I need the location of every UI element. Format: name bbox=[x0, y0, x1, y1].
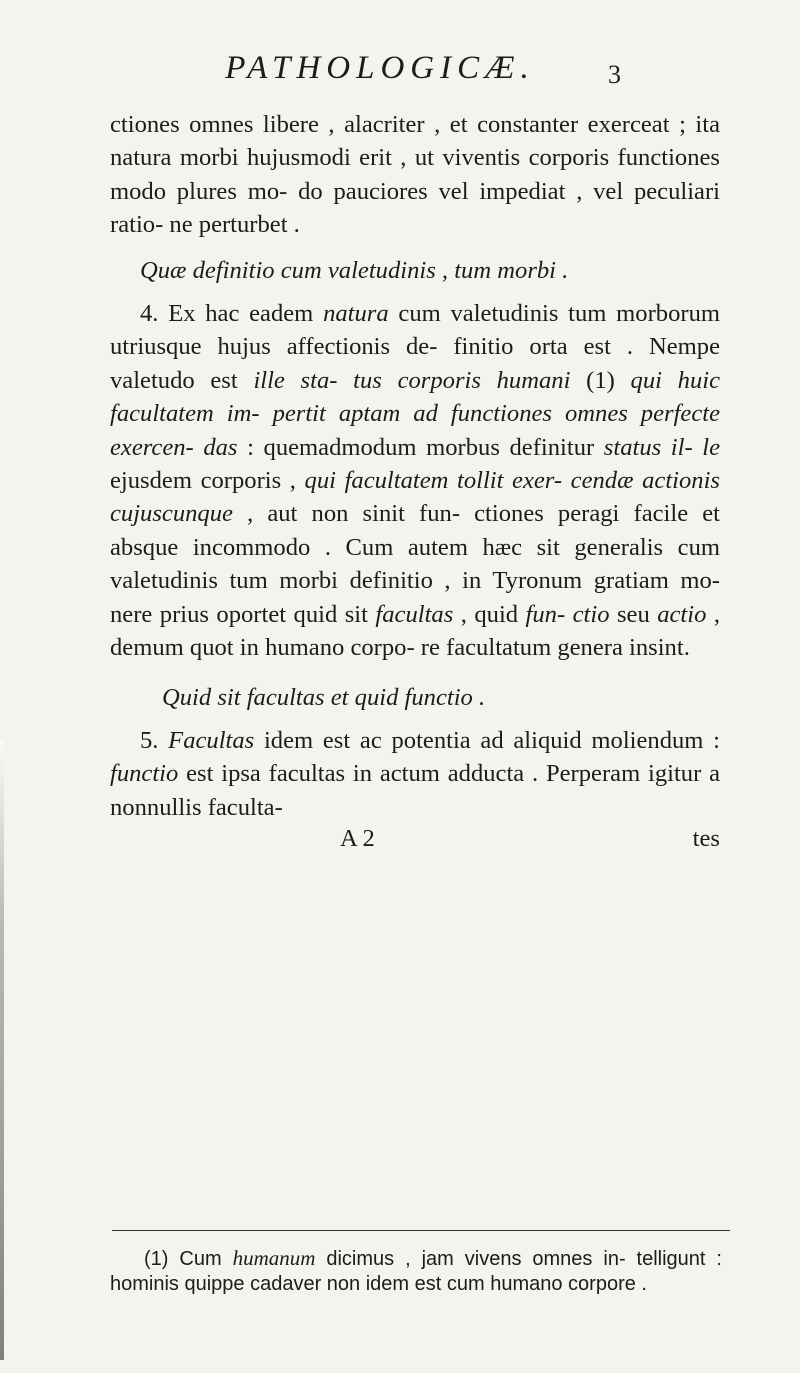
text-run: seu bbox=[609, 600, 658, 628]
page-header bbox=[170, 50, 590, 87]
text-run: , quid bbox=[453, 600, 526, 628]
running-head: PATHOLOGICÆ. bbox=[225, 50, 535, 86]
italic-run: actio bbox=[657, 600, 707, 628]
italic-run: fun- ctio bbox=[525, 600, 610, 628]
italic-run: functio bbox=[110, 760, 179, 788]
binding-shadow bbox=[0, 740, 4, 1360]
italic-run: humanum bbox=[232, 1246, 316, 1270]
text-run: est ipsa facultas in actum adducta . Perperam igitur a nonnullis faculta- bbox=[110, 760, 720, 821]
text-run: , aut non sinit fun- ctiones peragi facile et absque incommodo . Cum autem hæc sit generalis cum valetudinis tum morbi definitio , in Tyronum gratiam mo- nere prius oportet quid sit bbox=[110, 500, 720, 628]
section-heading-2: Quid sit facultas et quid functio . bbox=[162, 683, 486, 711]
italic-run: qui facultatem tollit exer- cendæ actionis cujuscunque bbox=[110, 467, 720, 528]
main-text bbox=[110, 108, 720, 856]
text-run: 5. bbox=[140, 726, 169, 754]
section-heading-1: Quæ definitio cum valetudinis , tum morbi . bbox=[140, 256, 569, 284]
text-run: cum valetudinis tum morborum utriusque hujus affectionis de- finitio orta est . Nempe valetudo est bbox=[110, 300, 720, 394]
italic-run: status il- le bbox=[603, 433, 720, 461]
text-run: (1) Cum bbox=[144, 1248, 233, 1270]
signature-line bbox=[110, 822, 720, 855]
text-run: dicimus , jam vivens omnes in- telligunt : hominis quippe cadaver non idem est cum humano corpore . bbox=[110, 1248, 722, 1295]
paragraph-1: ctiones omnes libere , alacriter , et constanter exerceat ; ita natura morbi hujusmodi erit , ut viventis corporis functiones modo plures mo- do pauciores vel impediat , vel peculiari ratio- ne perturbet . bbox=[110, 111, 720, 239]
italic-run: ille sta- tus corporis humani bbox=[253, 366, 571, 394]
italic-run: facultas bbox=[375, 600, 454, 628]
page-number: 3 bbox=[608, 60, 621, 89]
text-run: : quemadmodum morbus definitur bbox=[237, 433, 604, 461]
signature-mark: A 2 bbox=[340, 825, 375, 853]
italic-run: Facultas bbox=[168, 726, 255, 754]
footnote bbox=[110, 1246, 722, 1297]
text-run: 4. Ex hac eadem bbox=[140, 300, 324, 328]
footnote-rule bbox=[112, 1230, 730, 1231]
catchword: tes bbox=[692, 825, 720, 853]
italic-run: qui huic facultatem im- pertit aptam ad functiones omnes perfecte exercen- das bbox=[110, 366, 721, 461]
footnote-ref: (1) bbox=[570, 366, 631, 394]
text-run: idem est ac potentia ad aliquid moliendum : bbox=[254, 726, 720, 754]
paragraph-3 bbox=[110, 724, 720, 824]
text-run: ejusdem corporis , bbox=[110, 467, 305, 495]
text-run: , demum quot in humano corpo- re facultatum genera insint. bbox=[110, 600, 720, 662]
footnote-text bbox=[110, 1246, 722, 1297]
paragraph-2 bbox=[110, 297, 720, 664]
italic-run: natura bbox=[323, 300, 389, 328]
